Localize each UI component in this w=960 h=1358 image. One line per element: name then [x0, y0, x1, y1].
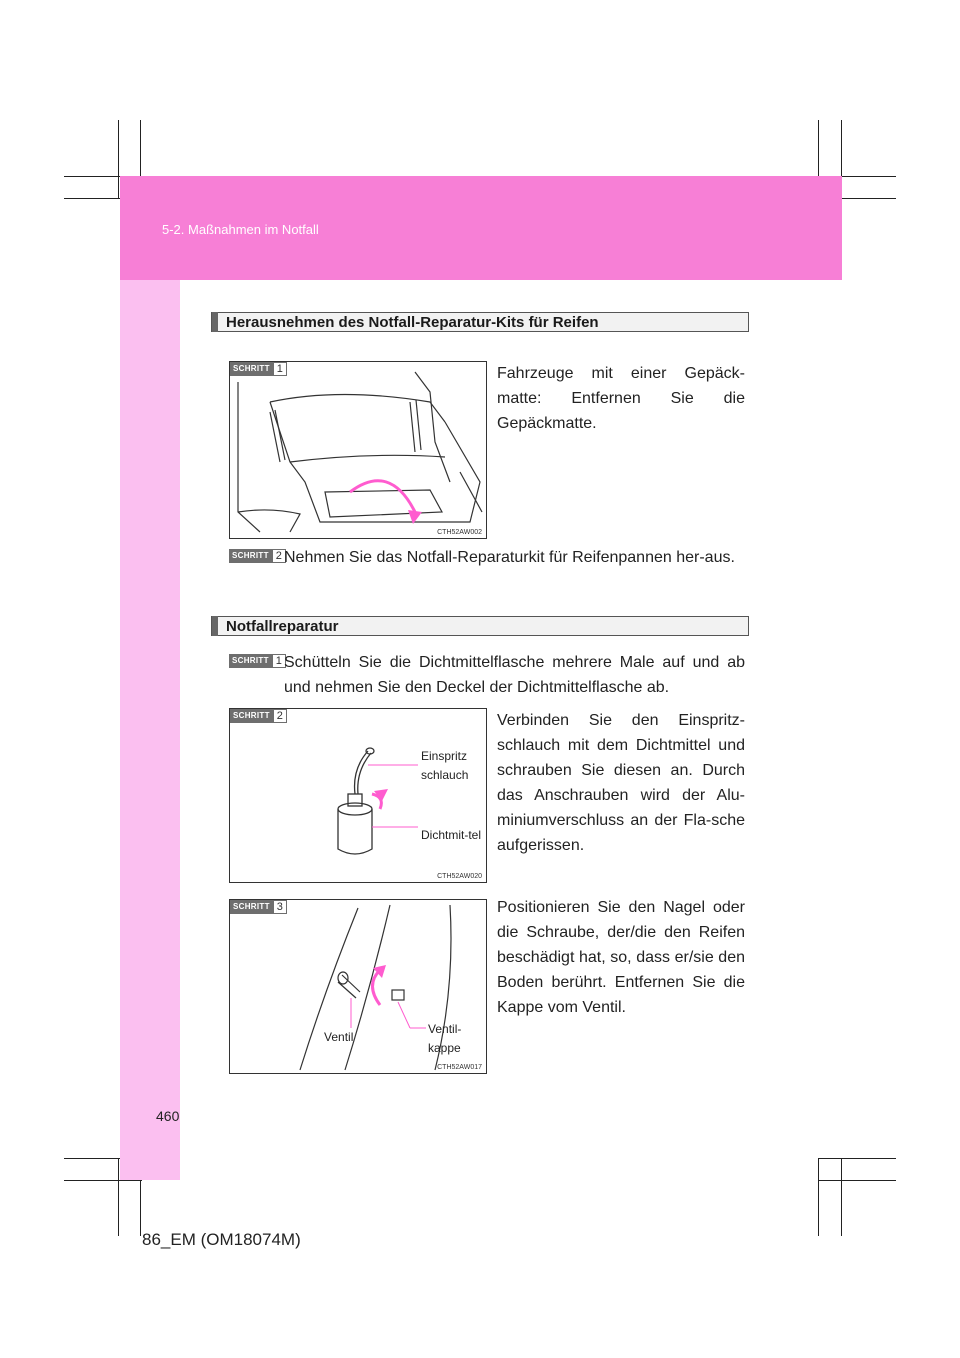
step-badge: [230, 709, 287, 723]
crop-mark: [818, 1158, 896, 1159]
trunk-illustration: [230, 362, 488, 540]
step-text: Positionieren Sie den Nagel oder die Schraube, der/die den Reifen beschädigt hat, so, dass er/sie den Boden berührt. Entfernen Sie die Kappe vom Ventil.: [497, 899, 745, 1016]
crop-mark: [818, 1158, 819, 1236]
step-text: Schütteln Sie die Dichtmittelflasche mehrere Male auf und ab und nehmen Sie den Deckel der Dichtmittelflasche ab.: [284, 654, 745, 696]
breadcrumb: 5-2. Maßnahmen im Notfall: [162, 222, 319, 237]
step-label: SCHRITT: [230, 362, 273, 376]
step-badge: [229, 654, 286, 668]
figure-trunk: [229, 361, 487, 539]
sealant-illustration: [230, 709, 488, 884]
callout-hose: Einspritz schlauch: [421, 749, 469, 782]
step-text: Fahrzeuge mit einer Gepäck-matte: Entfernen Sie die Gepäckmatte.: [497, 365, 745, 432]
step-number: 3: [273, 900, 287, 914]
step-label: SCHRITT: [230, 900, 273, 914]
step-text: Verbinden Sie den Einspritz-schlauch mit dem Dichtmittel und schrauben Sie diesen an. Durch das Anschrauben wird der Alu-miniumverschluss an der Fla-sche aufgerissen.: [497, 712, 745, 854]
section-heading-emergency-repair: Notfallreparatur: [211, 616, 749, 636]
figure-code: CTH52AW020: [437, 873, 482, 880]
page-number: 460: [156, 1108, 180, 1124]
step-badge: [230, 362, 287, 376]
crop-mark: [818, 1180, 896, 1181]
callout-valve: Ventil: [324, 1030, 354, 1044]
crop-mark: [841, 1158, 842, 1236]
figure-sealant-bottle: [229, 708, 487, 883]
figure-valve: [229, 899, 487, 1074]
step-label: SCHRITT: [229, 549, 272, 563]
step-number: 1: [272, 654, 286, 668]
callout-sealant: Dichtmit-tel: [421, 828, 482, 842]
step-number: 2: [272, 549, 286, 563]
step-label: SCHRITT: [230, 709, 273, 723]
step-badge: [230, 900, 287, 914]
step-badge: [229, 549, 286, 563]
crop-mark: [118, 1158, 119, 1236]
document-code: 86_EM (OM18074M): [142, 1230, 301, 1249]
section-heading-kit-removal: Herausnehmen des Notfall-Reparatur-Kits für Reifen: [211, 312, 749, 332]
sidebar-band: [120, 280, 180, 1180]
crop-mark: [64, 1180, 142, 1181]
figure-code: CTH52AW002: [437, 529, 482, 536]
callout-valve-cap: Ventil-kappe: [428, 1022, 462, 1055]
step-number: 1: [273, 362, 287, 376]
step-number: 2: [273, 709, 287, 723]
step-label: SCHRITT: [229, 654, 272, 668]
figure-code: CTH52AW017: [437, 1064, 482, 1071]
crop-mark: [118, 120, 119, 198]
step-text: Nehmen Sie das Notfall-Reparaturkit für Reifenpannen her-aus.: [284, 549, 735, 566]
